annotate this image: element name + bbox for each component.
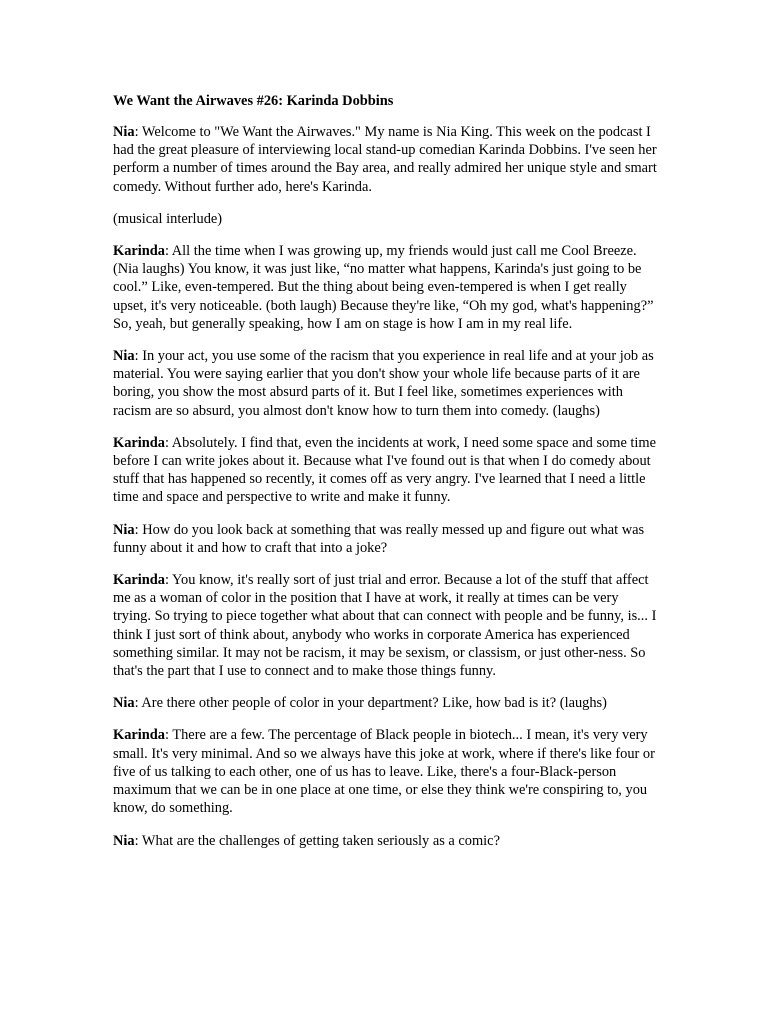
speech-text: : In your act, you use some of the racism that you experience in real life and at your job as material. You were saying earlier that you don't show your whole life because parts of it are boring, you show the most absurd parts of it. But I feel like, sometimes experiences with racism are so absurd, you almost don't know how to turn them into comedy. (laughs)	[113, 348, 654, 419]
speech-text: : Are there other people of color in your department? Like, how bad is it? (laughs)	[134, 695, 607, 712]
speaker-name: Nia	[113, 521, 135, 538]
speaker-name: Karinda	[113, 434, 165, 451]
speaker-name: Karinda	[113, 727, 165, 744]
transcript-paragraph	[113, 726, 658, 817]
transcript-paragraph	[113, 242, 658, 333]
document-page	[113, 92, 658, 864]
speaker-name: Nia	[113, 832, 135, 849]
transcript-paragraph	[113, 832, 658, 850]
transcript-paragraph	[113, 434, 658, 507]
speech-text: : Welcome to "We Want the Airwaves." My name is Nia King. This week on the podcast I had the great pleasure of interviewing local stand-up comedian Karinda Dobbins. I've seen her perform a number of times around the Bay area, and really admired her unique style and smart comedy. Without further ado, here's Karinda.	[113, 124, 657, 195]
speaker-name: Nia	[113, 348, 135, 365]
speech-text: : You know, it's really sort of just trial and error. Because a lot of the stuff that affect me as a woman of color in the position that I have at work, it really at times can be very trying. So trying to piece together what about that can connect with people and be funny, is... I think I just sort of think about, anybody who works in corporate America has experienced something similar. It may not be racism, it may be sexism, or classism, or just other-ness. So that's the part that I use to connect and to make those things funny.	[113, 572, 657, 680]
transcript-paragraph	[113, 694, 658, 712]
speech-text: : How do you look back at something that was really messed up and figure out what was funny about it and how to craft that into a joke?	[113, 521, 645, 556]
speech-text: (musical interlude)	[113, 210, 223, 227]
speaker-name: Nia	[113, 124, 135, 140]
transcript-paragraph	[113, 521, 658, 557]
speech-text: : What are the challenges of getting taken seriously as a comic?	[134, 832, 500, 849]
speaker-name: Karinda	[113, 243, 165, 260]
transcript-paragraph	[113, 347, 658, 420]
transcript-paragraph	[113, 123, 658, 196]
speaker-name: Karinda	[113, 572, 165, 589]
speaker-name: Nia	[113, 695, 135, 712]
document-title: We Want the Airwaves #26: Karinda Dobbins	[113, 93, 394, 109]
speech-text: : All the time when I was growing up, my friends would just call me Cool Breeze. (Nia laughs) You know, it was just like, “no matter what happens, Karinda's just going to be cool.” Like, even-tempered. But the thing about being even-tempered is when I get really upset, it's very noticeable. (both laugh) Because they're like, “Oh my god, what's happening?” So, yeah, but generally speaking, how I am on stage is how I am in my real life.	[113, 243, 654, 332]
transcript-paragraph	[113, 571, 658, 680]
speech-text: : There are a few. The percentage of Black people in biotech... I mean, it's very very small. It's very minimal. And so we always have this joke at work, where if there's like four or five of us talking to each other, one of us has to leave. Like, there's a four-Black-person maximum that we can be in one place at one time, or else they think we're conspiring to, you know, do something.	[113, 727, 655, 817]
speech-text: : Absolutely. I find that, even the incidents at work, I need some space and some time before I can write jokes about it. Because what I've found out is that when I do comedy about stuff that has happened so recently, it comes off as very angry. I've learned that I need a little time and space and perspective to write and make it funny.	[113, 434, 657, 506]
transcript-paragraph	[113, 210, 658, 228]
